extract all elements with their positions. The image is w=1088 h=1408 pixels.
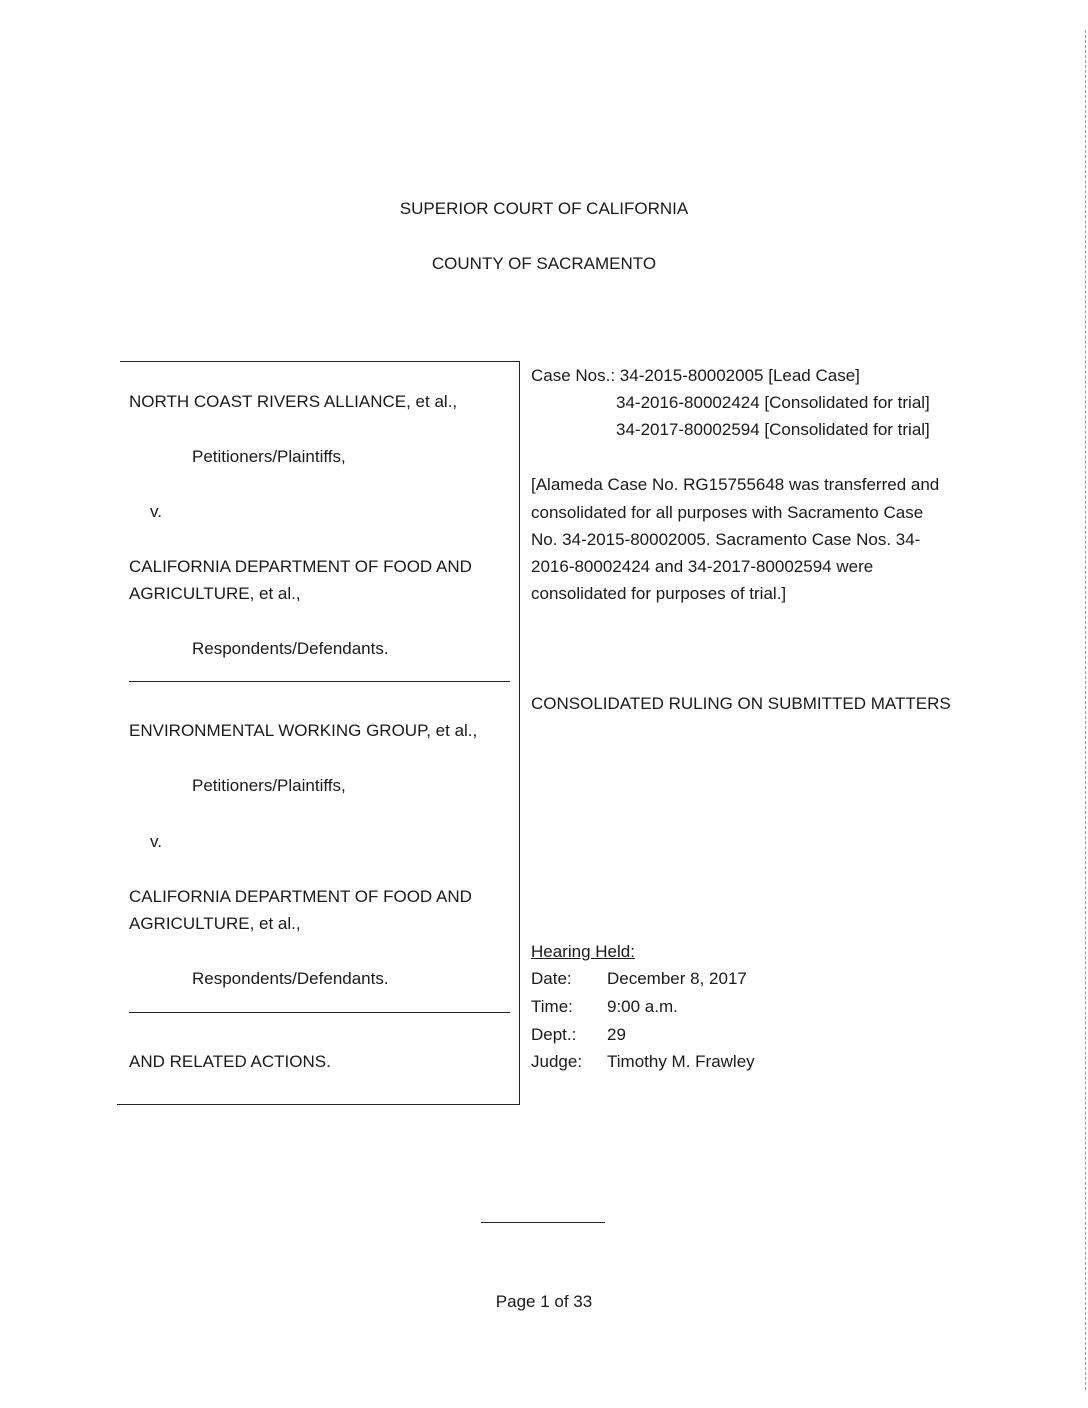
respondent-1-line2: AGRICULTURE, et al., [129,584,301,603]
respondent-role-1: Respondents/Defendants. [192,639,389,658]
respondent-role-2: Respondents/Defendants. [192,969,389,988]
hearing-dept-label: Dept.: [531,1025,577,1044]
footer-rule [481,1222,605,1223]
caption-top-rule [120,361,520,362]
respondent-2-line1: CALIFORNIA DEPARTMENT OF FOOD AND [129,887,472,906]
caption-mid-rule [129,681,510,682]
hearing-time-value: 9:00 a.m. [607,997,678,1016]
case-nos-line2: 34-2016-80002424 [Consolidated for trial] [616,393,930,412]
versus-1: v. [150,502,162,521]
versus-2: v. [150,832,162,851]
ruling-title: CONSOLIDATED RULING ON SUBMITTED MATTERS [531,694,951,713]
respondent-2-line2: AGRICULTURE, et al., [129,914,301,933]
hearing-heading: Hearing Held: [531,942,635,961]
county-title: COUNTY OF SACRAMENTO [431,254,657,273]
hearing-date-value: December 8, 2017 [607,969,747,988]
scan-edge [1085,30,1086,1390]
petitioner-role-2: Petitioners/Plaintiffs, [192,776,346,795]
hearing-time-label: Time: [531,997,573,1016]
hearing-dept-value: 29 [607,1025,626,1044]
petitioner-2: ENVIRONMENTAL WORKING GROUP, et al., [129,721,478,740]
petitioner-1: NORTH COAST RIVERS ALLIANCE, et al., [129,392,458,411]
respondent-1-line1: CALIFORNIA DEPARTMENT OF FOOD AND [129,557,472,576]
caption-vertical-rule [519,361,520,1105]
case-nos-line3: 34-2017-80002594 [Consolidated for trial] [616,420,930,439]
caption-bottom-rule [117,1104,520,1105]
caption-mid-rule-2 [129,1012,510,1013]
page-number: Page 1 of 33 [495,1292,593,1311]
related-actions: AND RELATED ACTIONS. [129,1052,331,1071]
transfer-note-line2: consolidated for all purposes with Sacramento Case [531,503,924,522]
hearing-judge-value: Timothy M. Frawley [607,1052,755,1071]
transfer-note-line5: consolidated for purposes of trial.] [531,584,787,603]
court-title: SUPERIOR COURT OF CALIFORNIA [399,199,689,218]
case-nos-line1: Case Nos.: 34-2015-80002005 [Lead Case] [531,366,860,385]
transfer-note-line1: [Alameda Case No. RG15755648 was transferred and [531,475,940,494]
hearing-date-label: Date: [531,969,572,988]
transfer-note-line4: 2016-80002424 and 34-2017-80002594 were [531,557,874,576]
hearing-judge-label: Judge: [531,1052,583,1071]
petitioner-role-1: Petitioners/Plaintiffs, [192,447,346,466]
transfer-note-line3: No. 34-2015-80002005. Sacramento Case Nos. 34- [531,530,921,549]
